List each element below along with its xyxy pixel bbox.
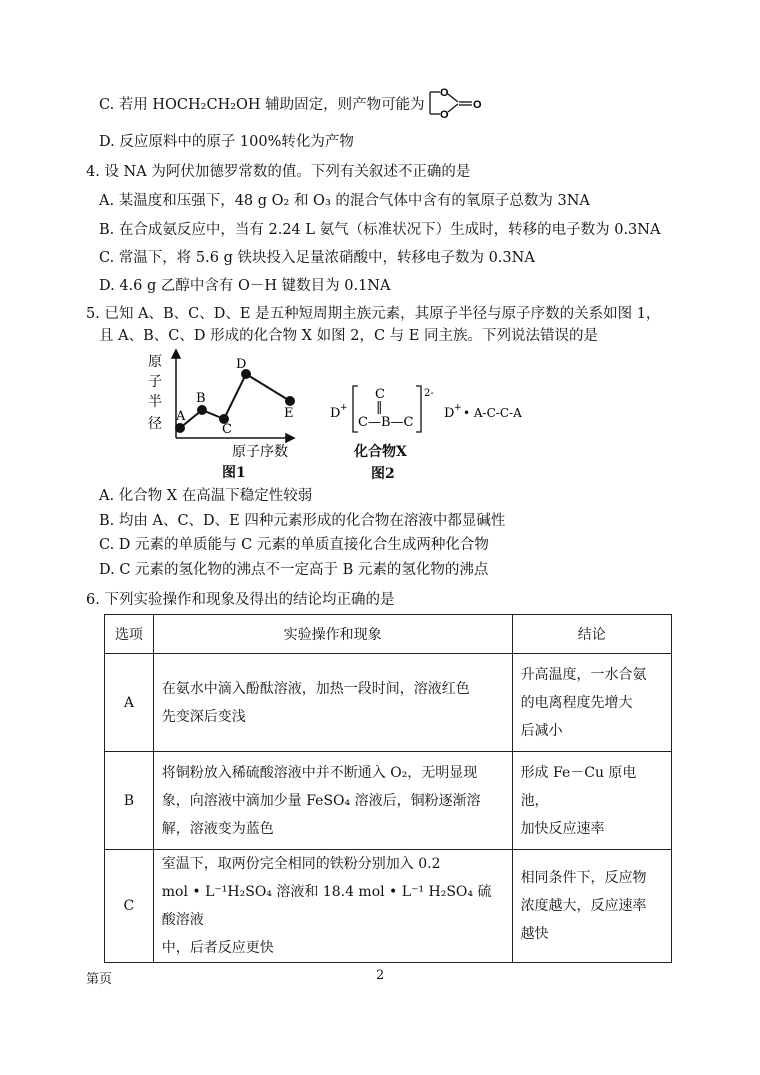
- q6-experiment-table: [104, 614, 672, 963]
- fig1-point-label-A: A: [176, 409, 186, 424]
- row-b-code: B: [105, 752, 154, 850]
- x-axis-label: 原子序数: [232, 444, 288, 460]
- header-option: 选项: [105, 615, 154, 654]
- fig2-charge: 2-: [424, 388, 434, 399]
- q5-stem-line2: 且 A、B、C、D 形成的化合物 X 如图 2，C 与 E 同主族。下列说法错误的是: [99, 328, 598, 344]
- fig2-plus-right: +: [454, 403, 462, 413]
- q5-option-a: A. 化合物 X 在高温下稳定性较弱: [99, 488, 313, 504]
- fig2-mid-chain: C—B—C: [358, 415, 414, 430]
- table-header-row: [105, 615, 672, 654]
- y-label-4: 径: [148, 416, 162, 432]
- row-c-code: C: [105, 850, 154, 963]
- row-b-desc: 将铜粉放入稀硫酸溶液中并不断通入 O₂，无明显现 象，向溶液中滴加少量 FeSO₄ 溶液后，铜粉逐渐溶 解，溶液变为蓝色: [153, 752, 512, 850]
- q4-option-b: B. 在合成氨反应中，当有 2.24 L 氨气（标准状况下）生成时，转移的电子数为 0.3NA: [99, 222, 661, 238]
- fig2-d-ion-left: D: [330, 406, 341, 421]
- q5-stem-line1: 5. 已知 A、B、C、D、E 是五种短周期主族元素，其原子半径与原子序数的关系如图 1，: [86, 306, 661, 322]
- table-row: [105, 752, 672, 850]
- figure-1-caption: 图1: [222, 465, 246, 481]
- fig1-point-label-C: C: [222, 422, 232, 437]
- y-label-2: 子: [148, 374, 162, 390]
- fig1-point-B: [197, 405, 207, 415]
- y-label-1: 原: [148, 354, 162, 370]
- row-c-desc: 室温下，取两份完全相同的铁粉分别加入 0.2 mol • L⁻¹H₂SO₄ 溶液和 18.4 mol • L⁻¹ H₂SO₄ 硫酸溶液 中，后者反应更快: [153, 850, 512, 963]
- fig1-point-A: [175, 423, 185, 433]
- fig2-double-bond: ‖: [376, 400, 383, 415]
- fig2-chain: • A-C-C-A: [463, 406, 522, 420]
- figure-2-compound-x: [328, 384, 538, 444]
- q4-option-d: D. 4.6 g 乙醇中含有 O－H 键数目为 0.1NA: [99, 278, 391, 294]
- svg-text:O: O: [440, 109, 449, 121]
- fig2-top-carbon: C: [375, 387, 385, 402]
- q3-option-c: C. 若用 HOCH₂CH₂OH 辅助固定，则产物可能为: [99, 97, 425, 113]
- fig1-point-E: [285, 396, 295, 406]
- q3-option-d: D. 反应原料中的原子 100%转化为产物: [99, 134, 354, 150]
- q5-option-d: D. C 元素的氢化物的沸点不一定高于 B 元素的氢化物的沸点: [99, 562, 489, 578]
- cyclic-carbonate-structure: [418, 80, 490, 128]
- figure-2-caption: 图2: [371, 466, 395, 482]
- q6-stem: 6. 下列实验操作和现象及得出的结论均正确的是: [86, 592, 395, 608]
- q5-option-c: C. D 元素的单质能与 C 元素的单质直接化合生成两种化合物: [99, 537, 489, 553]
- fig2-plus-left: +: [340, 403, 348, 413]
- header-conclusion: 结论: [512, 615, 671, 654]
- figure-1-radius-chart: [140, 348, 310, 476]
- fig1-segment-DE: [246, 374, 290, 401]
- row-b-conclusion: 形成 Fe－Cu 原电池， 加快反应速率: [512, 752, 671, 850]
- row-a-code: A: [105, 654, 154, 752]
- fig1-segment-CD: [224, 374, 246, 419]
- fig1-point-label-B: B: [196, 391, 206, 406]
- footer-page-label: 第页: [86, 972, 113, 987]
- y-label-3: 半: [148, 394, 162, 410]
- table-row: [105, 654, 672, 752]
- row-c-conclusion: 相同条件下，反应物 浓度越大，反应速率 越快: [512, 850, 671, 963]
- q4-option-c: C. 常温下，将 5.6 g 铁块投入足量浓硝酸中，转移电子数为 0.3NA: [99, 250, 535, 266]
- q5-option-b: B. 均由 A、C、D、E 四种元素形成的化合物在溶液中都显碱性: [99, 513, 506, 529]
- row-a-desc: 在氨水中滴入酚酞溶液，加热一段时间，溶液红色 先变深后变浅: [153, 654, 512, 752]
- svg-text:O: O: [473, 99, 482, 111]
- fig2-d-ion-right: D: [444, 406, 455, 421]
- header-procedure: 实验操作和现象: [153, 615, 512, 654]
- q4-option-a: A. 某温度和压强下，48 g O₂ 和 O₃ 的混合气体中含有的氧原子总数为 3NA: [99, 193, 590, 209]
- row-a-conclusion: 升高温度，一水合氨 的电离程度先增大 后减小: [512, 654, 671, 752]
- fig1-point-label-E: E: [284, 406, 294, 421]
- footer-page-number: 2: [376, 968, 385, 983]
- table-row: [105, 850, 672, 963]
- svg-text:O: O: [440, 87, 449, 99]
- q4-stem: 4. 设 NA 为阿伏加德罗常数的值。下列有关叙述不正确的是: [86, 164, 471, 180]
- fig1-point-label-D: D: [236, 357, 247, 372]
- figure-2-name: 化合物X: [354, 444, 407, 460]
